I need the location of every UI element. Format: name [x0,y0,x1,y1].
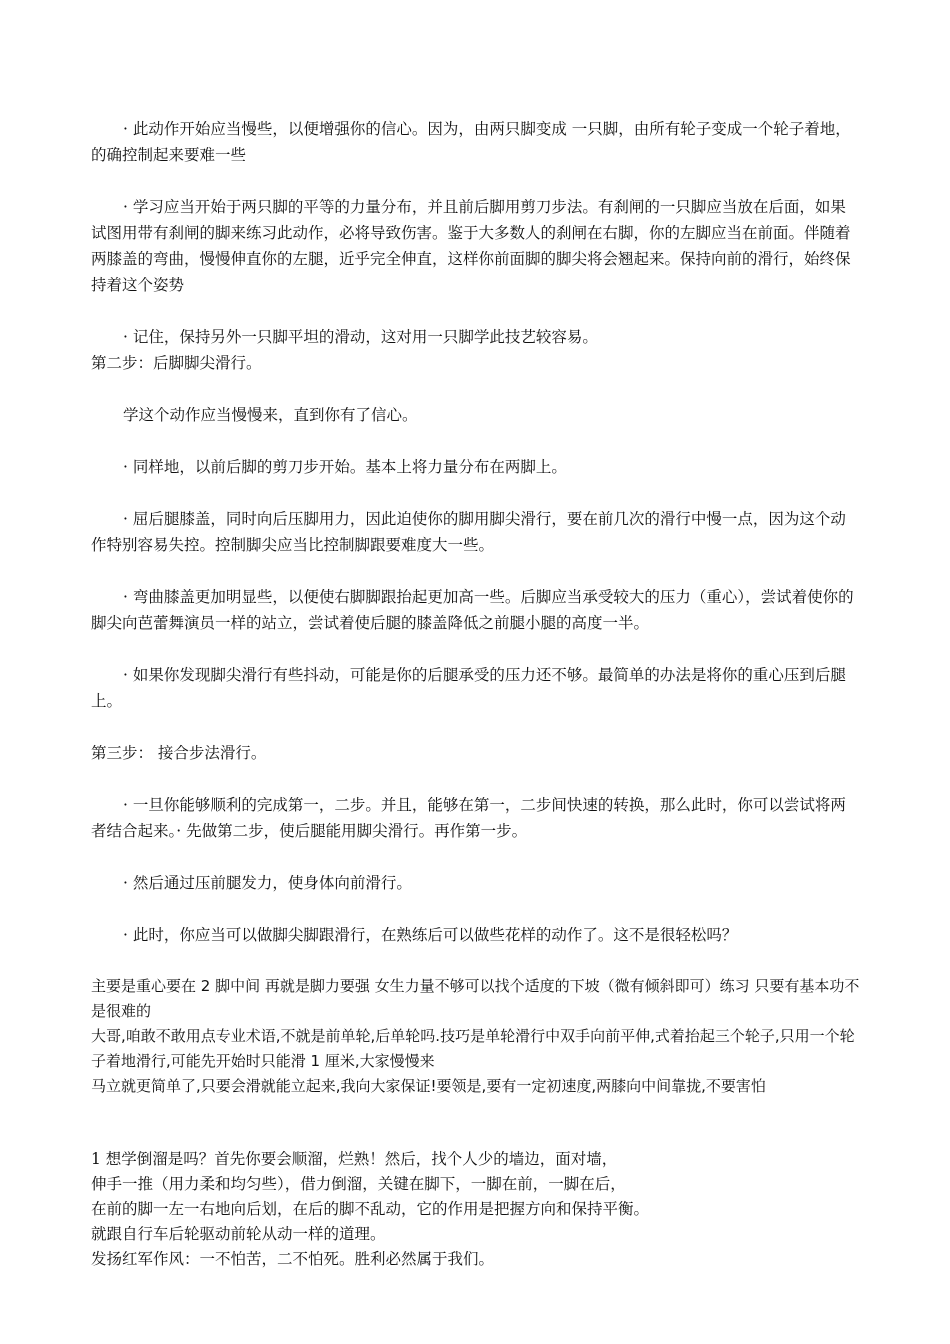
section1-bullet-3: · 记住，保持另外一只脚平坦的滑动，这对用一只脚学此技艺较容易。 [123,328,598,346]
spacer [91,558,861,584]
spacer [91,714,861,740]
comment-2: 大哥,咱敢不敢用点专业术语,不就是前单轮,后单轮吗.技巧是单轮滑行中双手向前平伸,式着抬起三个轮子,只用一个轮子着地滑行,可能先开始时只能滑 1 厘米,大家慢慢来 [91,1027,855,1070]
tip-line-3: 在前的脚一左一右地向后划，在后的脚不乱动，它的作用是把握方向和保持平衡。 [91,1200,650,1218]
step2-bullet-2: · 屈后腿膝盖，同时向后压脚用力，因此迫使你的脚用脚尖滑行，要在前几次的滑行中慢一点，因为这个动作特别容易失控。控制脚尖应当比控制脚跟要难度大一些。 [91,510,846,554]
step2-bullet-3: · 弯曲膝盖更加明显些，以便使右脚脚跟抬起更加高一些。后脚应当承受较大的压力（重心），尝试着使你的脚尖向芭蕾舞演员一样的站立，尝试着使后腿的膝盖降低之前腿小腿的高度一半。 [91,588,854,632]
tip-line-5: 发扬红军作风：一不怕苦，二不怕死。胜利必然属于我们。 [91,1250,495,1268]
spacer [91,896,861,922]
spacer [91,480,861,506]
spacer [91,844,861,870]
spacer [91,636,861,662]
comment-3: 马立就更简单了,只要会滑就能立起来,我向大家保证!要领是,要有一定初速度,两膝向中间靠拢,不要害怕 [91,1077,766,1095]
step2-bullet-4: · 如果你发现脚尖滑行有些抖动，可能是你的后腿承受的压力还不够。最简单的办法是将你的重心压到后腿上。 [91,666,846,710]
step3-heading: 第三步： 接合步法滑行。 [91,744,267,762]
spacer [91,948,861,974]
spacer [91,168,861,194]
step3-bullet-2: · 然后通过压前腿发力，使身体向前滑行。 [123,874,412,892]
comment-1: 主要是重心要在 2 脚中间 再就是脚力要强 女生力量不够可以找个适度的下坡（微有倾斜即可）练习 只要有基本功不是很难的 [91,977,860,1020]
step2-bullet-1: · 同样地，以前后脚的剪刀步开始。基本上将力量分布在两脚上。 [123,458,567,476]
step2-intro: 学这个动作应当慢慢来，直到你有了信心。 [123,406,418,424]
section1-bullet-2: · 学习应当开始于两只脚的平等的力量分布，并且前后脚用剪刀步法。有刹闸的一只脚应当放在后面，如果试图用带有刹闸的脚来练习此动作，必将导致伤害。鉴于大多数人的刹闸在右脚，你的左脚应当在前面。伴随着两膝盖的弯曲，慢慢伸直你的左腿，近乎完全伸直，这样你前面脚的脚尖将会翘起来。保持向前的滑行，始终保持着这个姿势 [91,198,851,294]
document-page [91,116,861,1272]
spacer [91,766,861,792]
spacer [91,298,861,324]
spacer [91,428,861,454]
step3-bullet-3: · 此时，你应当可以做脚尖脚跟滑行，在熟练后可以做些花样的动作了。这不是很轻松吗？ [123,926,738,944]
step2-heading: 第二步：后脚脚尖滑行。 [91,354,262,372]
tip-line-4: 就跟自行车后轮驱动前轮从动一样的道理。 [91,1225,386,1243]
tip-line-1: 1 想学倒溜是吗？首先你要会顺溜，烂熟！然后，找个人少的墙边，面对墙， [91,1150,618,1168]
step3-bullet-1: · 一旦你能够顺利的完成第一，二步。并且，能够在第一，二步间快速的转换，那么此时，你可以尝试将两者结合起来。· 先做第二步，使后腿能用脚尖滑行。再作第一步。 [91,796,846,840]
spacer [91,1099,861,1147]
section1-bullet-1: · 此动作开始应当慢些，以便增强你的信心。因为，由两只脚变成 一只脚，由所有轮子变成一个轮子着地，的确控制起来要难一些 [91,120,851,164]
tip-line-2: 伸手一推（用力柔和均匀些），借力倒溜，关键在脚下，一脚在前，一脚在后， [91,1175,626,1193]
spacer [91,376,861,402]
